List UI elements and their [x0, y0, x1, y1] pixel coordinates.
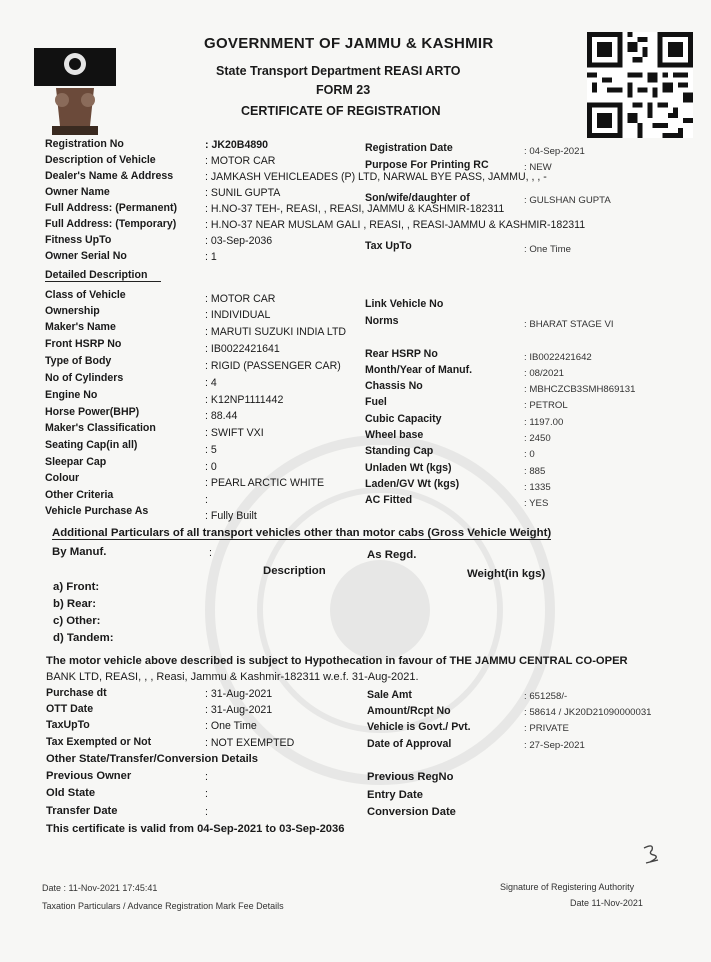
approval-date-value: : 27-Sep-2021: [524, 740, 585, 751]
class-label: Class of Vehicle: [45, 289, 126, 301]
manuf-date-value: : 08/2021: [524, 368, 565, 379]
owner-serial-value: : 1: [205, 251, 217, 263]
perm-address-label: Full Address: (Permanent): [45, 202, 178, 214]
old-state-colon: :: [205, 788, 208, 800]
form-title: FORM 23: [316, 83, 371, 97]
owner-value: : SUNIL GUPTA: [205, 187, 281, 199]
other-axle-label: c) Other:: [53, 615, 101, 627]
standing-cap-value: : 0: [524, 449, 535, 460]
purpose-label: Purpose For Printing RC: [365, 159, 489, 171]
link-vehicle-label: Link Vehicle No: [365, 298, 444, 310]
dealer-label: Dealer's Name & Address: [45, 170, 174, 182]
validity-statement: This certificate is valid from 04-Sep-2021 to 03-Sep-2036: [46, 823, 345, 835]
ac-fitted-value: : YES: [524, 498, 549, 509]
front-axle-label: a) Front:: [53, 581, 100, 593]
unladen-value: : 885: [524, 466, 546, 477]
conversion-date-label: Conversion Date: [367, 806, 456, 818]
fuel-value: : PETROL: [524, 400, 568, 411]
fuel-label: Fuel: [365, 396, 387, 408]
ownership-value: : INDIVIDUAL: [205, 309, 271, 321]
ownership-label: Ownership: [45, 305, 100, 317]
tandem-axle-label: d) Tandem:: [53, 632, 114, 644]
department-title: State Transport Department REASI ARTO: [216, 64, 461, 78]
previous-regno-label: Previous RegNo: [367, 771, 454, 783]
maker-value: : MARUTI SUZUKI INDIA LTD: [205, 326, 347, 338]
reg-date-value: : 04-Sep-2021: [524, 146, 585, 157]
purchase-date-value: : 31-Aug-2021: [205, 688, 273, 700]
previous-owner-label: Previous Owner: [46, 770, 132, 782]
reg-no-value: : JK20B4890: [205, 139, 269, 151]
laden-value: : 1335: [524, 482, 551, 493]
hypothecation-line1: The motor vehicle above described is subject to Hypothecation in favour of THE JAMMU CENTRAL CO-OPER: [46, 655, 628, 667]
purpose-value: : NEW: [524, 162, 552, 173]
hp-label: Horse Power(BHP): [45, 406, 140, 418]
son-of-label: Son/wife/daughter of: [365, 192, 470, 204]
norms-value: : BHARAT STAGE VI: [524, 319, 614, 330]
wheel-base-value: : 2450: [524, 433, 551, 444]
purchase-as-label: Vehicle Purchase As: [45, 505, 149, 517]
chassis-value: : MBHCZCB3SMH869131: [524, 384, 636, 395]
tax-exempted-label: Tax Exempted or Not: [46, 736, 152, 748]
chassis-label: Chassis No: [365, 380, 423, 392]
front-hsrp-value: : IB0022421641: [205, 343, 280, 355]
taxation-note: Taxation Particulars / Advance Registration Mark Fee Details: [42, 901, 284, 911]
maker-class-value: : SWIFT VXI: [205, 427, 264, 439]
signature-mark-icon: [640, 843, 664, 865]
government-title: GOVERNMENT OF JAMMU & KASHMIR: [204, 35, 494, 52]
body-type-value: : RIGID (PASSENGER CAR): [205, 360, 341, 372]
norms-label: Norms: [365, 315, 399, 327]
perm-address-value: : H.NO-37 TEH-, REASI, , REASI, JAMMU & KASHMIR-182311: [205, 203, 505, 215]
seating-label: Seating Cap(in all): [45, 439, 138, 451]
rear-axle-label: b) Rear:: [53, 598, 97, 610]
engine-value: : K12NP1111442: [205, 394, 284, 406]
temp-address-value: : H.NO-37 NEAR MUSLAM GALI , REASI, , REASI-JAMMU & KASHMIR-182311: [205, 219, 586, 231]
rear-hsrp-label: Rear HSRP No: [365, 348, 438, 360]
body-type-label: Type of Body: [45, 355, 112, 367]
tax-upto-label: Tax UpTo: [365, 240, 412, 252]
sale-amount-label: Sale Amt: [367, 689, 412, 701]
standing-cap-label: Standing Cap: [365, 445, 434, 457]
certificate-title: CERTIFICATE OF REGISTRATION: [241, 104, 441, 118]
colour-label: Colour: [45, 472, 80, 484]
reg-date-label: Registration Date: [365, 142, 453, 154]
weight-col-header: Weight(in kgs): [467, 568, 546, 580]
laden-label: Laden/GV Wt (kgs): [365, 478, 460, 490]
old-state-label: Old State: [46, 787, 96, 799]
class-value: : MOTOR CAR: [205, 293, 276, 305]
dealer-value: : JAMKASH VEHICLEADES (P) LTD, NARWAL BYE PASS, JAMMU, , , -: [205, 171, 547, 183]
other-criteria-value: :: [205, 494, 208, 506]
seating-value: : 5: [205, 444, 217, 456]
purchase-date-label: Purchase dt: [46, 687, 107, 699]
rear-hsrp-value: : IB0022421642: [524, 352, 592, 363]
temp-address-label: Full Address: (Temporary): [45, 218, 177, 230]
hypothecation-line2: BANK LTD, REASI, , , Reasi, Jammu & Kashmir-182311 w.e.f. 31-Aug-2021.: [46, 671, 419, 683]
manuf-date-label: Month/Year of Manuf.: [365, 364, 473, 376]
receipt-value: : 58614 / JK20D21090000031: [524, 707, 652, 718]
by-manuf-colon: :: [209, 547, 212, 559]
govt-pvt-value: : PRIVATE: [524, 723, 569, 734]
hp-value: : 88.44: [205, 410, 238, 422]
fitness-value: : 03-Sep-2036: [205, 235, 273, 247]
ac-fitted-label: AC Fitted: [365, 494, 413, 506]
approval-date-label: Date of Approval: [367, 738, 452, 750]
desc-value: : MOTOR CAR: [205, 155, 276, 167]
ott-date-value: : 31-Aug-2021: [205, 704, 273, 716]
owner-label: Owner Name: [45, 186, 110, 198]
ott-date-label: OTT Date: [46, 703, 94, 715]
taxupto-label: TaxUpTo: [46, 719, 90, 731]
tax-exempted-value: : NOT EXEMPTED: [205, 737, 295, 749]
by-manuf-label: By Manuf.: [52, 546, 107, 558]
other-criteria-label: Other Criteria: [45, 489, 114, 501]
detailed-heading: Detailed Description: [45, 269, 161, 282]
receipt-label: Amount/Rcpt No: [367, 705, 451, 717]
maker-label: Maker's Name: [45, 321, 116, 333]
reg-no-label: Registration No: [45, 138, 124, 150]
transfer-date-label: Transfer Date: [46, 805, 118, 817]
tax-upto-value: : One Time: [524, 244, 571, 255]
entry-date-label: Entry Date: [367, 789, 423, 801]
colour-value: : PEARL ARCTIC WHITE: [205, 477, 325, 489]
govt-pvt-label: Vehicle is Govt./ Pvt.: [367, 721, 471, 733]
maker-class-label: Maker's Classification: [45, 422, 156, 434]
previous-owner-colon: :: [205, 771, 208, 783]
cubic-capacity-label: Cubic Capacity: [365, 413, 442, 425]
additional-heading: Additional Particulars of all transport vehicles other than motor cabs (Gross Vehicle Weight): [52, 527, 552, 539]
owner-serial-label: Owner Serial No: [45, 250, 127, 262]
sleeper-label: Sleepar Cap: [45, 456, 107, 468]
fitness-label: Fitness UpTo: [45, 234, 112, 246]
state-emblem-icon: [34, 48, 116, 140]
sleeper-value: : 0: [205, 461, 217, 473]
sale-amount-value: : 651258/-: [524, 691, 568, 702]
purchase-as-value: : Fully Built: [205, 510, 257, 522]
front-hsrp-label: Front HSRP No: [45, 338, 122, 350]
cubic-capacity-value: : 1197.00: [524, 417, 564, 428]
desc-label: Description of Vehicle: [45, 154, 156, 166]
transfer-heading: Other State/Transfer/Conversion Details: [46, 753, 259, 765]
unladen-label: Unladen Wt (kgs): [365, 462, 452, 474]
taxupto-value: : One Time: [205, 720, 257, 732]
qr-code-icon: [587, 30, 693, 140]
signature-label: Signature of Registering Authority: [500, 882, 635, 892]
signature-date: Date 11-Nov-2021: [570, 898, 643, 908]
son-of-value: : GULSHAN GUPTA: [524, 195, 611, 206]
print-date: Date : 11-Nov-2021 17:45:41: [42, 883, 158, 893]
cylinders-value: : 4: [205, 377, 217, 389]
engine-label: Engine No: [45, 389, 98, 401]
wheel-base-label: Wheel base: [365, 429, 424, 441]
transfer-date-colon: :: [205, 806, 208, 818]
description-col-header: Description: [263, 565, 326, 577]
cylinders-label: No of Cylinders: [45, 372, 124, 384]
as-regd-label: As Regd.: [367, 549, 417, 561]
